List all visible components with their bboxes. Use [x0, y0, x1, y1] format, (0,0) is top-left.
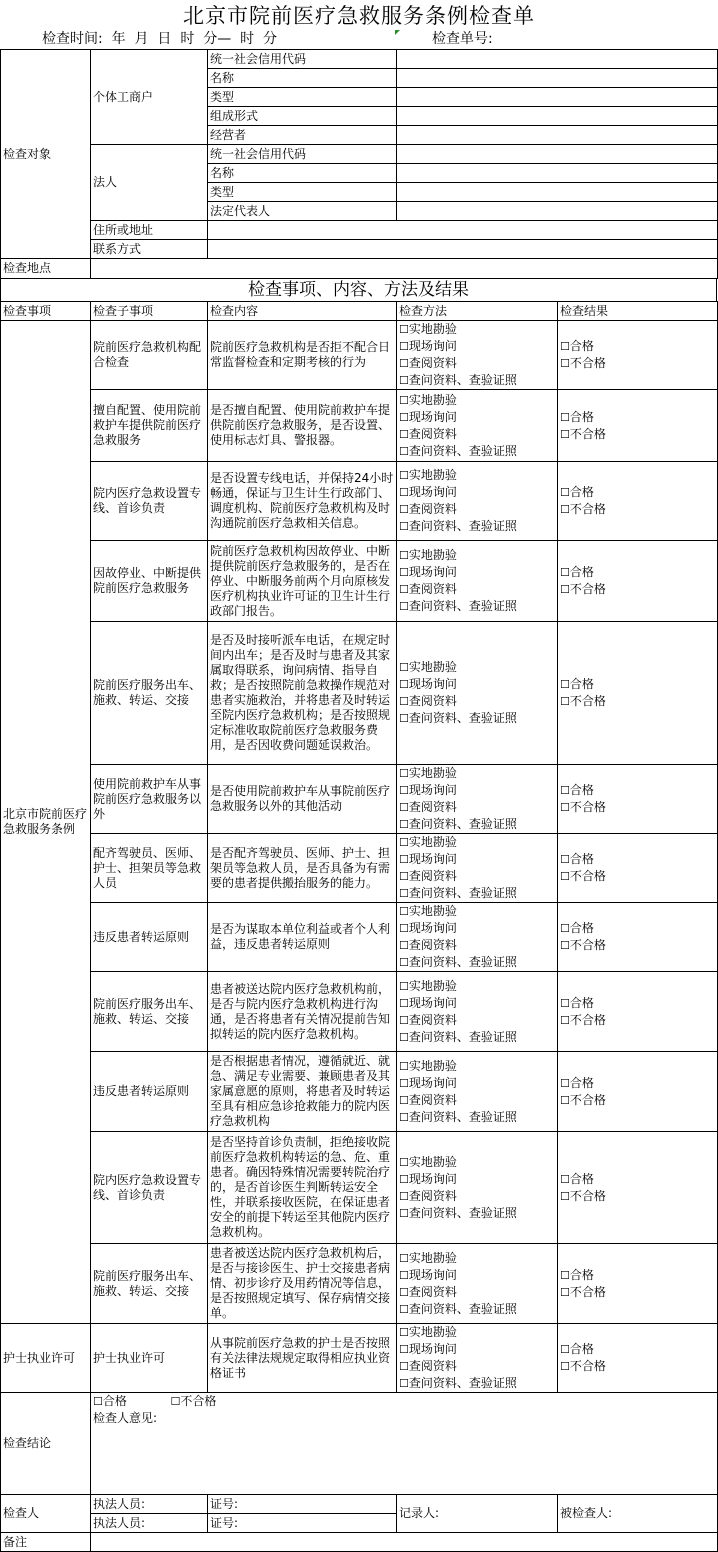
check-content: 是否坚持首诊负责制，拒绝接收院前医疗急救机构转运的急、危、重患者。确因特殊情况需要转院治疗的，是否首诊医生判断转运安全性，并联系接收医院，在保证患者安全的前提下转运至其他院内医疗急救机构。	[208, 1132, 397, 1244]
result-checkbox[interactable]: ☐ 不合格	[560, 799, 715, 816]
result-checkbox[interactable]: ☐ 合格	[560, 409, 715, 426]
method-list	[397, 1132, 558, 1244]
field-label: 组成形式	[208, 107, 397, 126]
check-row	[1, 321, 718, 390]
result-checkbox[interactable]: ☐ 不合格	[560, 937, 715, 954]
method-checkbox[interactable]: ☐ 查阅资料	[399, 1284, 555, 1301]
nurse-content: 从事院前医疗急救的护士是否按照有关法律法规规定取得相应执业资格证书	[208, 1324, 397, 1393]
cert-label[interactable]: 证号:	[208, 1514, 397, 1533]
method-checkbox[interactable]: ☐ 查阅资料	[399, 693, 555, 710]
check-content: 患者被送达院内医疗急救机构后，是否与接诊医生、护士交接患者病情、初步诊疗及用药情况等信息，是否按照规定填写、保存病情交接单。	[208, 1244, 397, 1324]
cell-comment-marker	[395, 30, 400, 35]
method-checkbox[interactable]: ☐ 查问资料、查验证照	[399, 885, 555, 902]
field-label: 法定代表人	[208, 202, 397, 221]
conclusion-cell	[91, 1393, 718, 1495]
result-checkbox[interactable]: ☐ 合格	[560, 1171, 715, 1188]
result-checkbox[interactable]: ☐ 不合格	[560, 868, 715, 885]
result-checkbox[interactable]: ☐ 不合格	[560, 501, 715, 518]
result-list	[558, 1324, 718, 1393]
officer-label[interactable]: 执法人员:	[91, 1514, 208, 1533]
check-row	[1, 834, 718, 903]
field-label: 名称	[208, 164, 397, 183]
contact-value[interactable]	[208, 240, 718, 259]
result-list	[558, 1052, 718, 1132]
method-checkbox[interactable]: ☐ 现场询问	[399, 1341, 555, 1358]
field-value[interactable]	[397, 164, 718, 183]
inspectee-label[interactable]: 被检查人:	[558, 1495, 718, 1533]
method-checkbox[interactable]: ☐ 实地勘验	[399, 659, 555, 676]
result-checkbox[interactable]: ☐ 合格	[560, 338, 715, 355]
check-row	[1, 1244, 718, 1324]
method-list	[397, 541, 558, 622]
method-checkbox[interactable]: ☐ 实地勘验	[399, 467, 555, 484]
conclusion-fail-checkbox[interactable]: ☐ 不合格	[171, 1394, 217, 1408]
check-content: 院前医疗急救机构因故停业、中断提供院前医疗急救服务的，是否在停业、中断服务前两个月向原核发医疗机构执业许可证的卫生计生行政部门报告。	[208, 541, 397, 622]
result-list	[558, 1132, 718, 1244]
method-checkbox[interactable]: ☐ 查问资料、查验证照	[399, 710, 555, 727]
remark-label: 备注	[1, 1533, 91, 1552]
method-checkbox[interactable]: ☐ 实地勘验	[399, 1154, 555, 1171]
inspection-number[interactable]: 检查单号:	[432, 31, 493, 47]
check-content: 是否使用院前救护车从事院前医疗急救服务以外的其他活动	[208, 765, 397, 834]
method-checkbox[interactable]: ☐ 现场询问	[399, 851, 555, 868]
check-content: 是否及时接听派车电话，在规定时间内出车；是否及时与患者及其家属取得联系，询问病情、指导自救；是否按照院前急救操作规范对患者实施救治，并将患者及时转运至院内医疗急救机构；是否按照规定标准收取院前医疗急救服务费用，是否因收费问题延误救治。	[208, 622, 397, 765]
sub-item: 院前医疗急救机构配合检查	[91, 321, 208, 390]
field-value[interactable]	[397, 145, 718, 164]
method-checkbox[interactable]: ☐ 现场询问	[399, 782, 555, 799]
address-value[interactable]	[208, 221, 718, 240]
header-content: 检查内容	[208, 302, 397, 321]
method-checkbox[interactable]: ☐ 查问资料、查验证照	[399, 954, 555, 971]
method-list	[397, 765, 558, 834]
method-checkbox[interactable]: ☐ 查阅资料	[399, 1188, 555, 1205]
sub-item: 院前医疗服务出车、施救、转运、交接	[91, 972, 208, 1052]
location-label: 检查地点	[1, 259, 91, 279]
check-row	[1, 1132, 718, 1244]
opinion-label[interactable]: 检查人意见:	[93, 1411, 158, 1425]
result-checkbox[interactable]: ☐ 不合格	[560, 1284, 715, 1301]
check-row	[1, 1052, 718, 1132]
individual-label: 个体工商户	[91, 50, 208, 145]
check-content: 是否为谋取本单位利益或者个人利益，违反患者转运原则	[208, 903, 397, 972]
header-item: 检查事项	[1, 302, 91, 321]
method-checkbox[interactable]: ☐ 查问资料、查验证照	[399, 598, 555, 615]
nurse-row	[1, 1324, 718, 1393]
method-checkbox[interactable]: ☐ 现场询问	[399, 338, 555, 355]
result-checkbox[interactable]: ☐ 不合格	[560, 426, 715, 443]
result-checkbox[interactable]: ☐ 不合格	[560, 693, 715, 710]
result-checkbox[interactable]: ☐ 合格	[560, 1075, 715, 1092]
conclusion-label: 检查结论	[1, 1393, 91, 1495]
page-title: 北京市院前医疗急救服务条例检查单	[183, 4, 535, 28]
sub-item: 使用院前救护车从事院前医疗急救服务以外	[91, 765, 208, 834]
method-checkbox[interactable]: ☐ 现场询问	[399, 1075, 555, 1092]
field-value[interactable]	[397, 88, 718, 107]
sub-item: 院内医疗急救设置专线、首诊负责	[91, 462, 208, 541]
sub-item: 因故停业、中断提供院前医疗急救服务	[91, 541, 208, 622]
sub-item: 院内医疗急救设置专线、首诊负责	[91, 1132, 208, 1244]
result-checkbox[interactable]: ☐ 合格	[560, 920, 715, 937]
method-checkbox[interactable]: ☐ 查阅资料	[399, 581, 555, 598]
location-value[interactable]	[91, 259, 718, 279]
method-list	[397, 390, 558, 462]
result-checkbox[interactable]: ☐ 合格	[560, 564, 715, 581]
method-checkbox[interactable]: ☐ 现场询问	[399, 920, 555, 937]
sub-item: 院前医疗服务出车、施救、转运、交接	[91, 1244, 208, 1324]
method-checkbox[interactable]: ☐ 实地勘验	[399, 321, 555, 338]
method-checkbox[interactable]: ☐ 实地勘验	[399, 1250, 555, 1267]
field-label: 经营者	[208, 126, 397, 145]
header-sub: 检查子事项	[91, 302, 208, 321]
method-checkbox[interactable]: ☐ 查问资料、查验证照	[399, 518, 555, 535]
sub-item: 违反患者转运原则	[91, 1052, 208, 1132]
method-checkbox[interactable]: ☐ 现场询问	[399, 995, 555, 1012]
result-list	[558, 834, 718, 903]
method-checkbox[interactable]: ☐ 查阅资料	[399, 426, 555, 443]
header-method: 检查方法	[397, 302, 558, 321]
object-table	[0, 49, 718, 279]
result-checkbox[interactable]: ☐ 合格	[560, 1267, 715, 1284]
check-row	[1, 972, 718, 1052]
method-checkbox[interactable]: ☐ 查阅资料	[399, 1358, 555, 1375]
check-content: 是否设置专线电话，并保持24小时畅通，保证与卫生计生行政部门、调度机构、院前医疗急救机构及时沟通院前医疗急救相关信息。	[208, 462, 397, 541]
sub-item: 院前医疗服务出车、施救、转运、交接	[91, 622, 208, 765]
conclusion-pass-checkbox[interactable]: ☐ 合格	[93, 1394, 127, 1408]
method-checkbox[interactable]: ☐ 实地勘验	[399, 834, 555, 851]
method-checkbox[interactable]: ☐ 现场询问	[399, 564, 555, 581]
method-checkbox[interactable]: ☐ 现场询问	[399, 676, 555, 693]
check-row	[1, 541, 718, 622]
method-checkbox[interactable]: ☐ 查问资料、查验证照	[399, 1029, 555, 1046]
method-checkbox[interactable]: ☐ 现场询问	[399, 409, 555, 426]
result-list	[558, 462, 718, 541]
check-content: 是否配齐驾驶员、医师、护士、担架员等急救人员，是否具备为有需要的患者提供搬抬服务的能力。	[208, 834, 397, 903]
check-row	[1, 462, 718, 541]
check-content: 患者被送达院内医疗急救机构前，是否与院内医疗急救机构进行沟通，是否将患者有关情况提前告知拟转运的院内医疗急救机构。	[208, 972, 397, 1052]
method-checkbox[interactable]: ☐ 实地勘验	[399, 547, 555, 564]
field-label: 统一社会信用代码	[208, 145, 397, 164]
method-list	[397, 462, 558, 541]
method-checkbox[interactable]: ☐ 现场询问	[399, 1171, 555, 1188]
method-list	[397, 1244, 558, 1324]
result-checkbox[interactable]: ☐ 合格	[560, 676, 715, 693]
check-row	[1, 390, 718, 462]
method-checkbox[interactable]: ☐ 现场询问	[399, 484, 555, 501]
field-value[interactable]	[397, 202, 718, 221]
method-checkbox[interactable]: ☐ 现场询问	[399, 1267, 555, 1284]
result-checkbox[interactable]: ☐ 不合格	[560, 1092, 715, 1109]
section-title: 检查事项、内容、方法及结果	[0, 279, 717, 301]
result-list	[558, 972, 718, 1052]
legal-label: 法人	[91, 145, 208, 221]
result-checkbox[interactable]: ☐ 合格	[560, 484, 715, 501]
remark-value[interactable]	[91, 1533, 718, 1552]
field-label: 类型	[208, 183, 397, 202]
officer-label[interactable]: 执法人员:	[91, 1495, 208, 1514]
result-checkbox[interactable]: ☐ 合格	[560, 995, 715, 1012]
header-result: 检查结果	[558, 302, 718, 321]
method-list	[397, 972, 558, 1052]
field-value[interactable]	[397, 50, 718, 69]
method-list	[397, 903, 558, 972]
check-row	[1, 765, 718, 834]
result-list	[558, 622, 718, 765]
method-checkbox[interactable]: ☐ 查阅资料	[399, 799, 555, 816]
method-checkbox[interactable]: ☐ 查阅资料	[399, 355, 555, 372]
recorder-label[interactable]: 记录人:	[397, 1495, 558, 1533]
result-list	[558, 541, 718, 622]
result-checkbox[interactable]: ☐ 不合格	[560, 581, 715, 598]
method-checkbox[interactable]: ☐ 实地勘验	[399, 392, 555, 409]
method-list	[397, 1052, 558, 1132]
check-content: 是否擅自配置、使用院前救护车提供院前医疗急救服务，是否设置、使用标志灯具、警报器。	[208, 390, 397, 462]
nurse-item: 护士执业许可	[1, 1324, 91, 1393]
check-row	[1, 903, 718, 972]
field-value[interactable]	[397, 107, 718, 126]
method-checkbox[interactable]: ☐ 查问资料、查验证照	[399, 443, 555, 460]
check-content: 是否根据患者情况，遵循就近、就急、满足专业需要、兼顾患者及其家属意愿的原则，将患者及时转运至具有相应急诊抢救能力的院内医疗急救机构	[208, 1052, 397, 1132]
check-content: 院前医疗急救机构是否拒不配合日常监督检查和定期考核的行为	[208, 321, 397, 390]
result-checkbox[interactable]: ☐ 不合格	[560, 1358, 715, 1375]
method-checkbox[interactable]: ☐ 查阅资料	[399, 1012, 555, 1029]
nurse-sub: 护士执业许可	[91, 1324, 208, 1393]
result-checkbox[interactable]: ☐ 合格	[560, 782, 715, 799]
sub-item: 配齐驾驶员、医师、护士、担架员等急救人员	[91, 834, 208, 903]
result-checkbox[interactable]: ☐ 合格	[560, 851, 715, 868]
sub-item: 违反患者转运原则	[91, 903, 208, 972]
result-list	[558, 1244, 718, 1324]
result-checkbox[interactable]: ☐ 合格	[560, 1341, 715, 1358]
method-checkbox[interactable]: ☐ 查阅资料	[399, 501, 555, 518]
field-value[interactable]	[397, 69, 718, 88]
field-label: 类型	[208, 88, 397, 107]
main-item: 北京市院前医疗急救服务条例	[1, 321, 91, 1324]
object-label: 检查对象	[1, 50, 91, 259]
result-list	[558, 765, 718, 834]
method-checkbox[interactable]: ☐ 实地勘验	[399, 903, 555, 920]
field-label: 名称	[208, 69, 397, 88]
method-list	[397, 1324, 558, 1393]
items-table	[0, 301, 718, 1552]
result-list	[558, 903, 718, 972]
field-label: 统一社会信用代码	[208, 50, 397, 69]
method-checkbox[interactable]: ☐ 查问资料、查验证照	[399, 1109, 555, 1126]
method-checkbox[interactable]: ☐ 查阅资料	[399, 868, 555, 885]
method-checkbox[interactable]: ☐ 查问资料、查验证照	[399, 1375, 555, 1392]
method-checkbox[interactable]: ☐ 实地勘验	[399, 1058, 555, 1075]
method-list	[397, 321, 558, 390]
method-checkbox[interactable]: ☐ 查问资料、查验证照	[399, 372, 555, 389]
method-checkbox[interactable]: ☐ 查阅资料	[399, 937, 555, 954]
contact-label: 联系方式	[91, 240, 208, 259]
address-label: 住所或地址	[91, 221, 208, 240]
field-value[interactable]	[397, 126, 718, 145]
method-checkbox[interactable]: ☐ 查阅资料	[399, 1092, 555, 1109]
result-checkbox[interactable]: ☐ 不合格	[560, 355, 715, 372]
inspection-time[interactable]: 检查时间: 年 月 日 时 分— 时 分	[42, 31, 278, 47]
result-list	[558, 321, 718, 390]
method-checkbox[interactable]: ☐ 实地勘验	[399, 1324, 555, 1341]
method-list	[397, 834, 558, 903]
method-checkbox[interactable]: ☐ 实地勘验	[399, 978, 555, 995]
cert-label[interactable]: 证号:	[208, 1495, 397, 1514]
check-row	[1, 622, 718, 765]
method-checkbox[interactable]: ☐ 查问资料、查验证照	[399, 1205, 555, 1222]
method-list	[397, 622, 558, 765]
field-value[interactable]	[397, 183, 718, 202]
method-checkbox[interactable]: ☐ 实地勘验	[399, 765, 555, 782]
inspector-label: 检查人	[1, 1495, 91, 1533]
result-list	[558, 390, 718, 462]
result-checkbox[interactable]: ☐ 不合格	[560, 1012, 715, 1029]
method-checkbox[interactable]: ☐ 查问资料、查验证照	[399, 1301, 555, 1318]
sub-item: 擅自配置、使用院前救护车提供院前医疗急救服务	[91, 390, 208, 462]
method-checkbox[interactable]: ☐ 查问资料、查验证照	[399, 816, 555, 833]
result-checkbox[interactable]: ☐ 不合格	[560, 1188, 715, 1205]
